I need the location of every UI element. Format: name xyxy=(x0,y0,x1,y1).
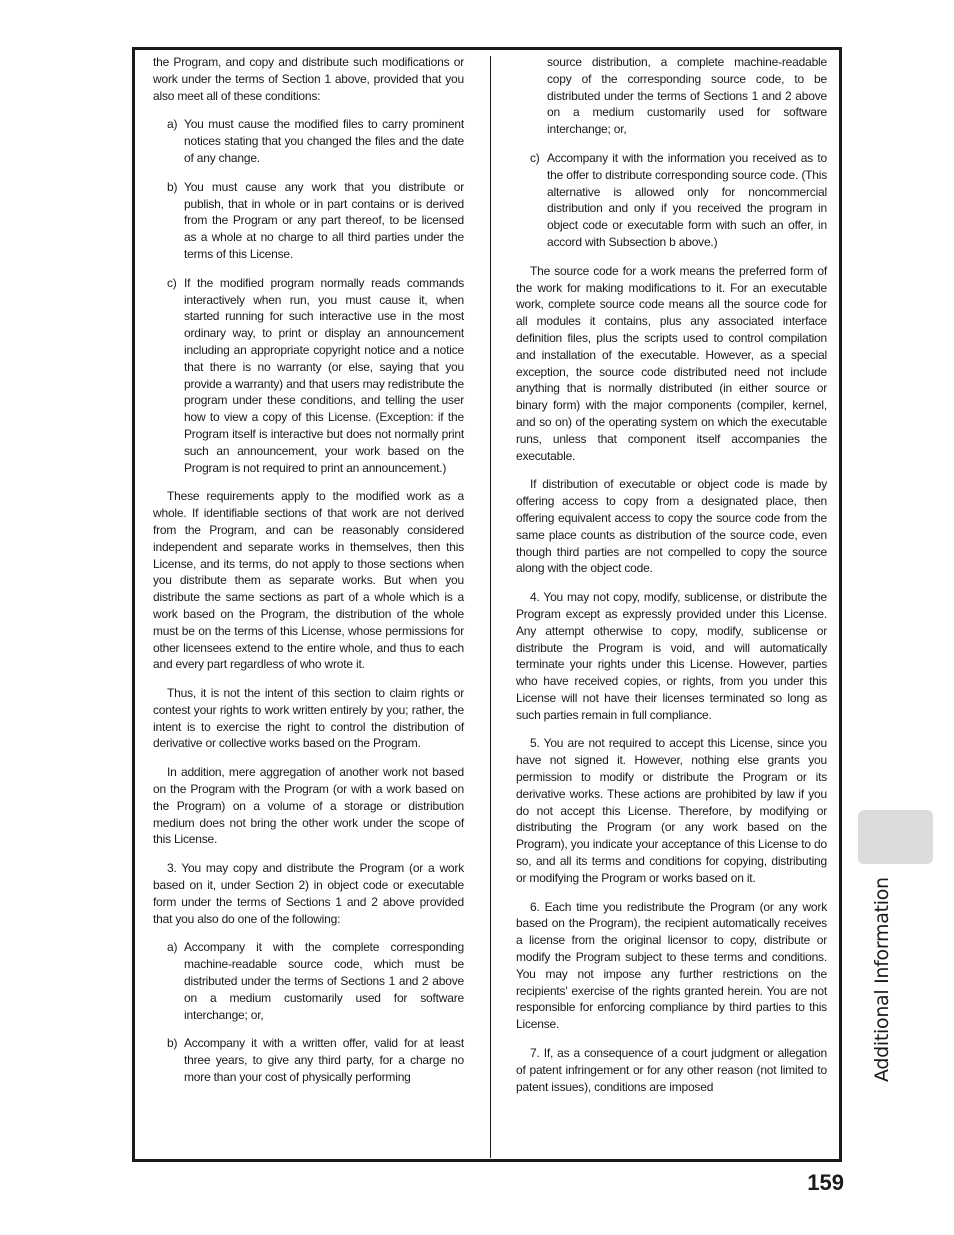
paragraph: the Program, and copy and distribute such modifications or work under the terms of Section 1 above, provided that you also meet all of these conditions: xyxy=(153,55,464,103)
paragraph: These requirements apply to the modified work as a whole. If identifiable sections of that work are not derived from the Program, and can be reasonably considered independent and separate works in themselves, then this License, and its terms, do not apply to those sections when you distribute them as separate works. But when you distribute the same sections as part of a whole which is a work based on the Program, the distribution of the whole must be on the terms of this License, whose permissions for other licensees extend to the entire whole, and thus to each and every part regardless of who wrote it. xyxy=(153,489,464,672)
list-item-text: source distribution, a complete machine-readable copy of the corresponding source code, to be distributed under the terms of Sections 1 and 2 above on a medium customarily used for software interchange; or, xyxy=(547,55,827,137)
list-item xyxy=(167,275,464,477)
section-tab xyxy=(858,810,933,864)
list-item-text: If the modified program normally reads commands interactively when run, you must cause it, when started running for such interactive use in the most ordinary way, to print or display an announcement including an appropriate copyright notice and a notice that there is no warranty (or else, saying that you provide a warranty) and that users may redistribute the program under these conditions, and telling the user how to view a copy of this License. (Exception: if the Program itself is interactive but does not normally print such an announcement, your work based on the Program is not required to print an announcement.) xyxy=(184,275,464,475)
paragraph: The source code for a work means the preferred form of the work for making modifications to it. For an executable work, complete source code means all the source code for all modules it contains, plus any associated interface definition files, plus the scripts used to control compilation and installation of the executable. However, as a special exception, the source code distributed need not include anything that is normally distributed (in either source or binary form) with the major components (compiler, kernel, and so on) of the operating system on which the executable runs, unless that component itself accompanies the executable. xyxy=(516,263,827,463)
list-item xyxy=(167,179,464,263)
column-divider xyxy=(490,56,491,1158)
paragraph: If distribution of executable or object code is made by offering access to copy from a designated place, then offering equivalent access to copy the source code from the same place counts as distribution of the source code, even though third parties are not compelled to copy the source along with the object code. xyxy=(516,477,827,576)
paragraph: 4. You may not copy, modify, sublicense, or distribute the Program except as expressly provided under this License. Any attempt otherwise to copy, modify, sublicense or distribute the Program is void, and will automatically terminate your rights under this License. However, parties who have received copies, or rights, from you under this License will not have their licenses terminated so long as such parties remain in full compliance. xyxy=(516,590,827,722)
list-item xyxy=(167,939,464,1023)
list-item-text: Accompany it with the complete corresponding machine-readable source code, which must be distributed under the terms of Sections 1 and 2 above on a medium customarily used for software interchange; or, xyxy=(184,940,464,1022)
paragraph: 7. If, as a consequence of a court judgment or allegation of patent infringement or for any other reason (not limited to patent issues), conditions are imposed xyxy=(516,1046,827,1094)
list-item-text: Accompany it with a written offer, valid for at least three years, to give any third party, for a charge no more than your cost of physically performing xyxy=(184,1036,464,1085)
page-number: 159 xyxy=(807,1170,844,1195)
paragraph: 5. You are not required to accept this License, since you have not signed it. However, nothing else grants you permission to modify or distribute the Program or its derivative works. These actions are prohibited by law if you do not accept this License. Therefore, by modifying or distributing the Program (or any work based on the Program), you indicate your acceptance of this License to do so, and all its terms and conditions for copying, distributing or modifying the Program or works based on it. xyxy=(516,736,827,885)
paragraph: 3. You may copy and distribute the Program (or a work based on it, under Section 2) in object code or executable form under the terms of Sections 1 and 2 above provided that you also do one of the following: xyxy=(153,861,464,926)
right-column xyxy=(516,54,827,1107)
list-item-text: Accompany it with the information you received as to the offer to distribute corresponding source code. (This alternative is allowed only for noncommercial distribution and only if you received the program in object code or executable form with such an offer, in accord with Subsection b above.) xyxy=(547,150,827,249)
paragraph: Thus, it is not the intent of this section to claim rights or contest your rights to work written entirely by you; rather, the intent is to exercise the right to control the distribution of derivative or collective works based on the Program. xyxy=(153,686,464,751)
list-item xyxy=(530,150,827,251)
list-marker: c) xyxy=(530,150,540,165)
list-marker: a) xyxy=(167,117,178,132)
paragraph: 6. Each time you redistribute the Program (or any work based on the Program), the recipient automatically receives a license from the original licensor to copy, distribute or modify the Program subject to these terms and conditions. You may not impose any further restrictions on the recipients' exercise of the rights granted herein. You are not responsible for enforcing compliance by third parties to this License. xyxy=(516,899,827,1032)
page-frame xyxy=(132,47,842,1162)
list-marker: b) xyxy=(167,179,178,194)
left-column xyxy=(153,54,464,1098)
list-item xyxy=(167,1035,464,1085)
paragraph: In addition, mere aggregation of another work not based on the Program with the Program (or with a work based on the Program) on a volume of a storage or distribution medium does not bring the other work under the scope of this License. xyxy=(153,765,464,847)
list-marker: a) xyxy=(167,940,178,955)
list-item-text: You must cause the modified files to carry prominent notices stating that you changed the files and the date of any change. xyxy=(184,117,464,165)
list-item xyxy=(167,116,464,166)
section-label: Additional Information xyxy=(871,877,893,1082)
list-item-text: You must cause any work that you distribute or publish, that in whole or in part contains or is derived from the Program or any part thereof, to be licensed as a whole at no charge to all third parties under the terms of this License. xyxy=(184,179,464,261)
list-item-continued xyxy=(547,54,827,138)
list-marker: b) xyxy=(167,1036,178,1051)
list-marker: c) xyxy=(167,275,177,290)
